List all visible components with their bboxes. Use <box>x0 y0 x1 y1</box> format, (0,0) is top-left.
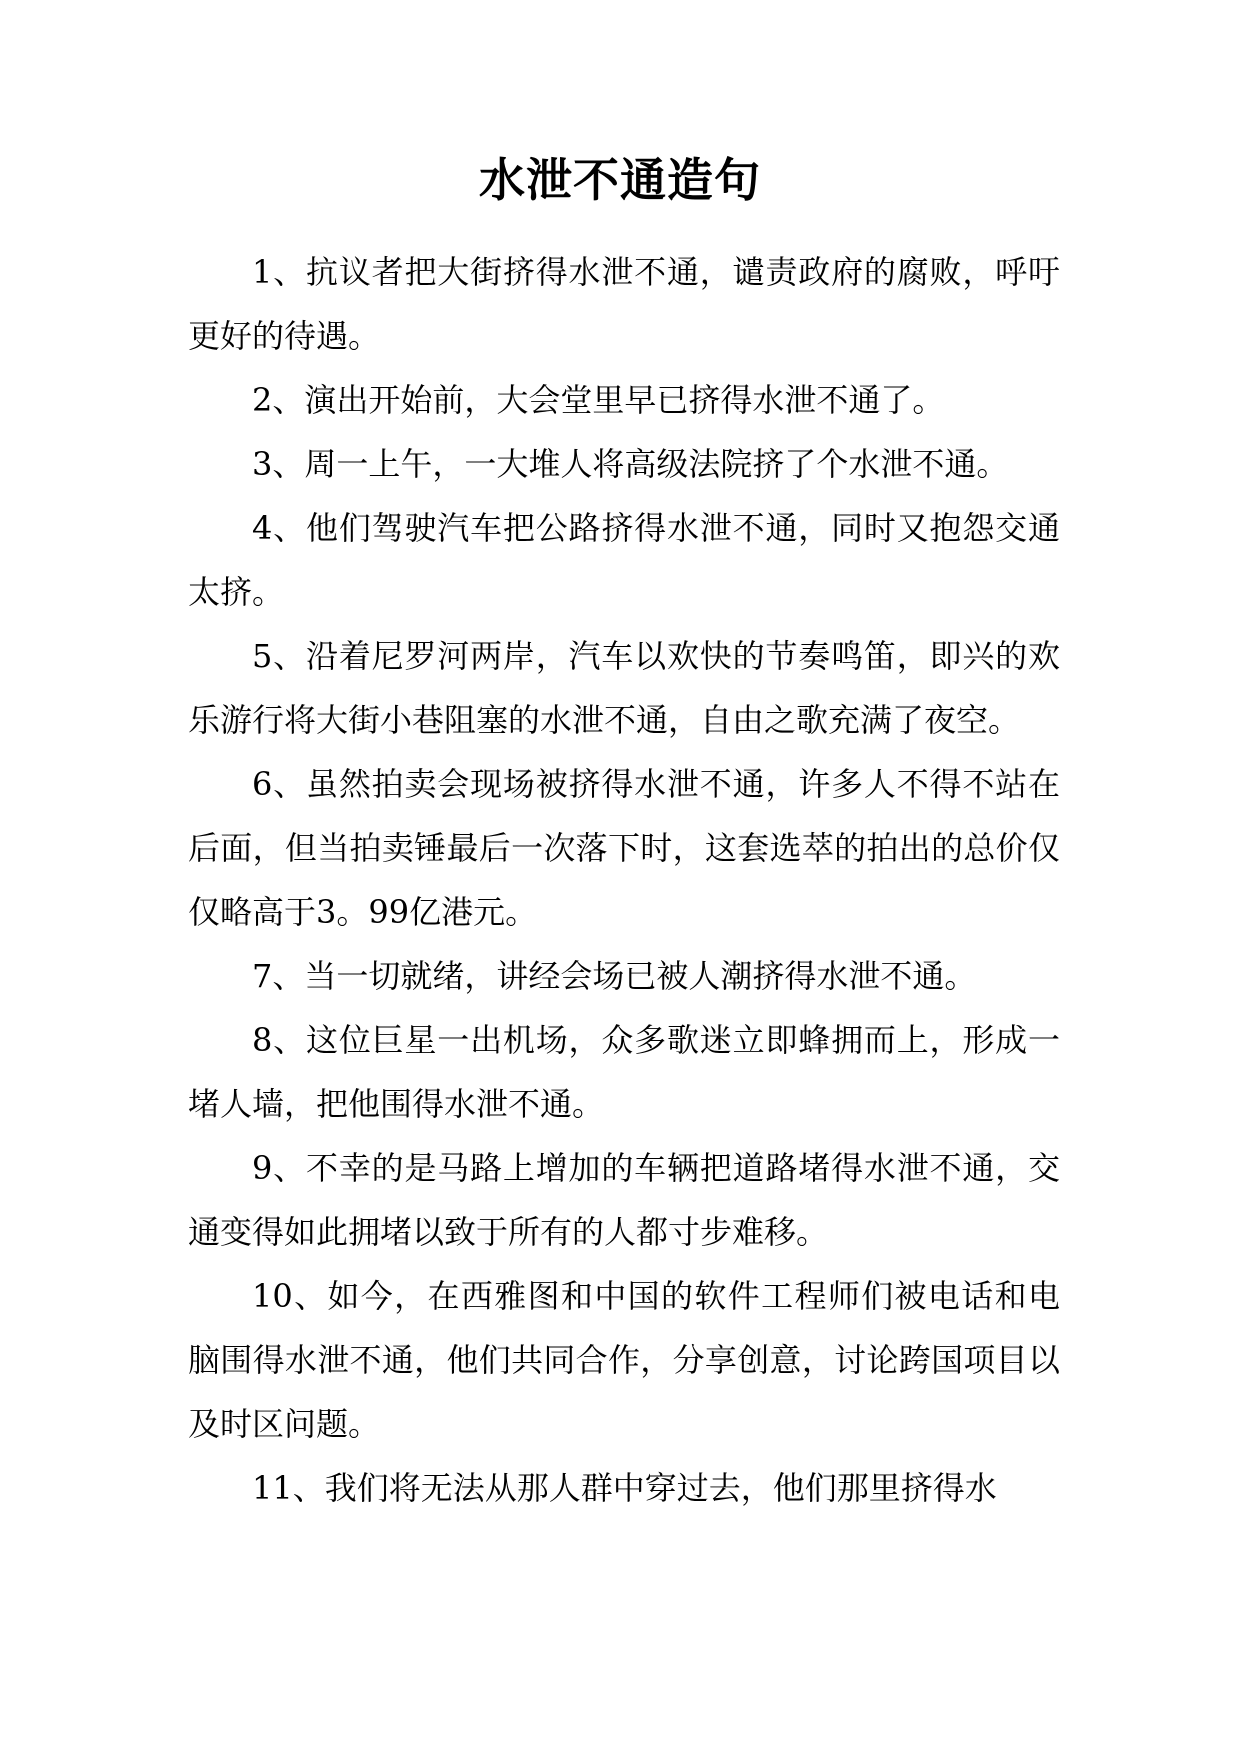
sentence-paragraph: 9、不幸的是马路上增加的车辆把道路堵得水泄不通，交通变得如此拥堵以致于所有的人都寸步难移。 <box>188 1149 1060 1251</box>
document-title: 水泄不通造句 <box>479 153 761 207</box>
sentence-paragraph: 10、如今，在西雅图和中国的软件工程师们被电话和电脑围得水泄不通，他们共同合作，分享创意，讨论跨国项目以及时区问题。 <box>188 1277 1060 1443</box>
sentence-paragraph: 5、沿着尼罗河两岸，汽车以欢快的节奏鸣笛，即兴的欢乐游行将大街小巷阻塞的水泄不通，自由之歌充满了夜空。 <box>188 637 1060 739</box>
sentence-paragraph: 1、抗议者把大街挤得水泄不通，谴责政府的腐败，呼吁更好的待遇。 <box>188 253 1060 355</box>
sentence-paragraph: 6、虽然拍卖会现场被挤得水泄不通，许多人不得不站在后面，但当拍卖锤最后一次落下时，这套选萃的拍出的总价仅仅略高于3。99亿港元。 <box>188 765 1060 931</box>
sentence-paragraph: 8、这位巨星一出机场，众多歌迷立即蜂拥而上，形成一堵人墙，把他围得水泄不通。 <box>188 1021 1060 1123</box>
sentence-paragraph: 4、他们驾驶汽车把公路挤得水泄不通，同时又抱怨交通太挤。 <box>188 509 1060 611</box>
document-body <box>188 240 1060 1520</box>
sentence-paragraph: 2、演出开始前，大会堂里早已挤得水泄不通了。 <box>252 381 945 419</box>
sentence-paragraph: 3、周一上午，一大堆人将高级法院挤了个水泄不通。 <box>252 445 1009 483</box>
sentence-paragraph: 7、当一切就绪，讲经会场已被人潮挤得水泄不通。 <box>252 957 977 995</box>
sentence-paragraph: 11、我们将无法从那人群中穿过去，他们那里挤得水 <box>252 1469 997 1507</box>
